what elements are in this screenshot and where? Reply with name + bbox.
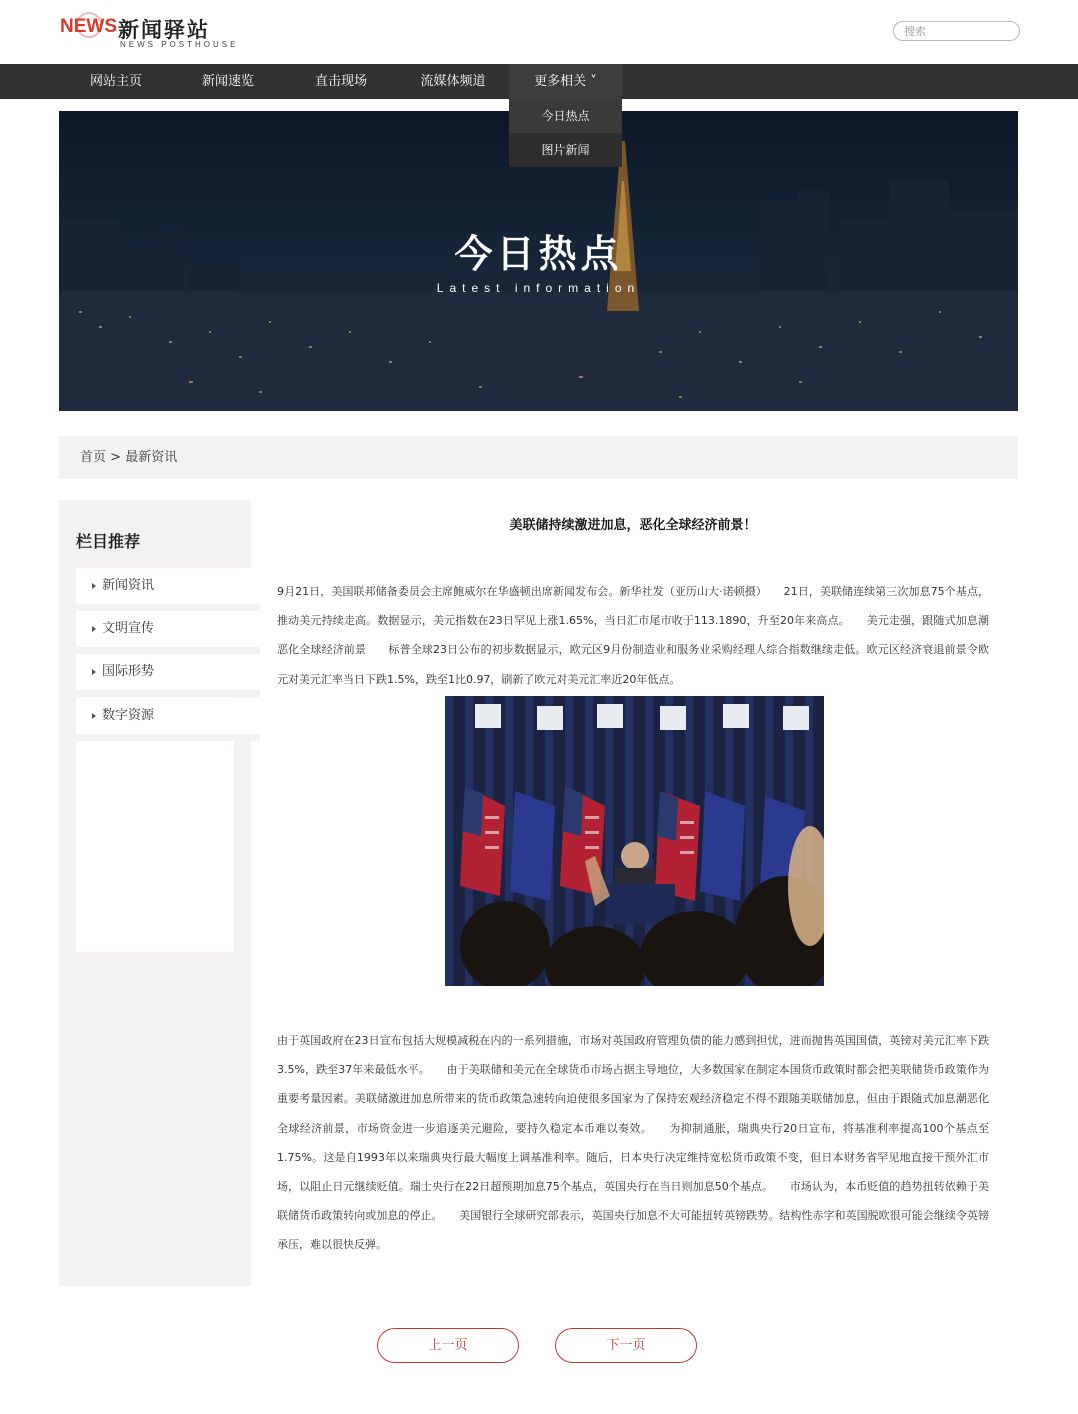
breadcrumb-separator: >	[106, 450, 126, 465]
sidebar-list	[76, 568, 234, 952]
sidebar-item-news[interactable]	[76, 568, 260, 611]
sidebar	[59, 500, 251, 1286]
sidebar-item-label: 文明宣传	[102, 621, 155, 636]
logo-title: 新闻驿站	[118, 18, 210, 42]
press-conference-image	[445, 696, 824, 986]
article-title: 美联储持续激进加息，恶化全球经济前景！	[509, 518, 757, 533]
dropdown-item-today-hot[interactable]: 今日热点	[509, 99, 622, 133]
nav-item-streaming[interactable]: 流媒体频道	[420, 74, 486, 89]
breadcrumb-home[interactable]: 首页	[80, 450, 107, 465]
nav-item-news-overview[interactable]: 新闻速览	[201, 74, 254, 89]
sidebar-item-civilization[interactable]	[76, 611, 260, 654]
logo-subtitle: NEWS POSTHOUSE	[120, 40, 239, 49]
breadcrumb-current[interactable]: 最新资讯	[125, 450, 178, 465]
logo-news-text: NEWS	[60, 16, 117, 37]
nav-item-live-scene[interactable]: 直击现场	[314, 74, 367, 89]
prev-page-button[interactable]: 上一页	[377, 1328, 519, 1363]
site-logo[interactable]	[60, 12, 240, 54]
sidebar-title: 栏目推荐	[76, 532, 141, 551]
sidebar-item-label: 数字资源	[102, 708, 155, 723]
next-page-button[interactable]: 下一页	[555, 1328, 697, 1363]
caret-right-icon	[92, 669, 96, 675]
search-input[interactable]	[893, 21, 1020, 41]
site-header	[0, 0, 1078, 64]
caret-right-icon	[92, 583, 96, 589]
caret-right-icon	[92, 626, 96, 632]
caret-right-icon	[92, 713, 96, 719]
press-conference-photo	[445, 696, 824, 986]
breadcrumb	[59, 436, 1018, 479]
sidebar-item-digital[interactable]	[76, 698, 260, 741]
article-paragraph-1: 9月21日，美国联邦储备委员会主席鲍威尔在华盛顿出席新闻发布会。新华社发（亚历山大·诺顿摄） 21日，美联储连续第三次加息75个基点，推动美元持续走高。数据显示，美元指数在23日罕见上涨1.65%，当日汇市尾市收于113.1890，升至20年来高点。 美元走强，跟随式加息潮恶化全球经济前景 标普全球23日公布的初步数据显示，欧元区9月份制造业和服务业采购经理人综合指数继续走低。欧元区经济衰退前景令欧元对美元汇率当日下跌1.5%，跌至1比0.97，刷新了欧元对美元汇率近20年低点。	[277, 585, 989, 686]
nav-item-more[interactable]: 更多相关 ˅	[509, 64, 622, 99]
nav-item-home[interactable]: 网站主页	[89, 74, 142, 89]
banner-subtitle: Latest information	[436, 281, 641, 295]
sidebar-item-international[interactable]	[76, 654, 260, 697]
banner-title: 今日热点	[454, 232, 623, 276]
article-paragraph-2: 由于英国政府在23日宣布包括大规模减税在内的一系列措施，市场对英国政府管理负债的能力感到担忧，进而抛售英国国债，英镑对美元汇率下跌3.5%，跌至37年来最低水平。 由于美联储和美元在全球货币市场占据主导地位，大多数国家在制定本国货币政策时都会把美联储货币政策作为重要考量因素。美联储激进加息所带来的货币政策急速转向迫使很多国家为了保持宏观经济稳定不得不跟随美联储加息，但由于跟随式加息潮恶化全球经济前景，市场资金进一步追逐美元避险，要持久稳定本币难以奏效。 为抑制通胀，瑞典央行20日宣布，将基准利率提高100个基点至1.75%。这是自1993年以来瑞典央行最大幅度上调基准利率。随后，日本央行决定维持宽松货币政策不变，但日本财务省罕见地直接干预外汇市场，以阻止日元继续贬值。瑞士央行在22日超预期加息75个基点，英国央行在当日则加息50个基点。 市场认为，本币贬值的趋势扭转依赖于美联储货币政策转向或加息的停止。 美国银行全球研究部表示，英国央行加息不大可能扭转英镑跌势。结构性赤字和英国脱欧很可能会继续令英镑承压，难以很快反弹。	[277, 1034, 989, 1252]
main-nav	[0, 64, 1078, 99]
sidebar-item-label: 新闻资讯	[102, 578, 155, 593]
more-dropdown-menu	[509, 99, 622, 167]
sidebar-item-label: 国际形势	[102, 664, 155, 679]
dropdown-item-photo-news[interactable]: 图片新闻	[541, 143, 590, 157]
